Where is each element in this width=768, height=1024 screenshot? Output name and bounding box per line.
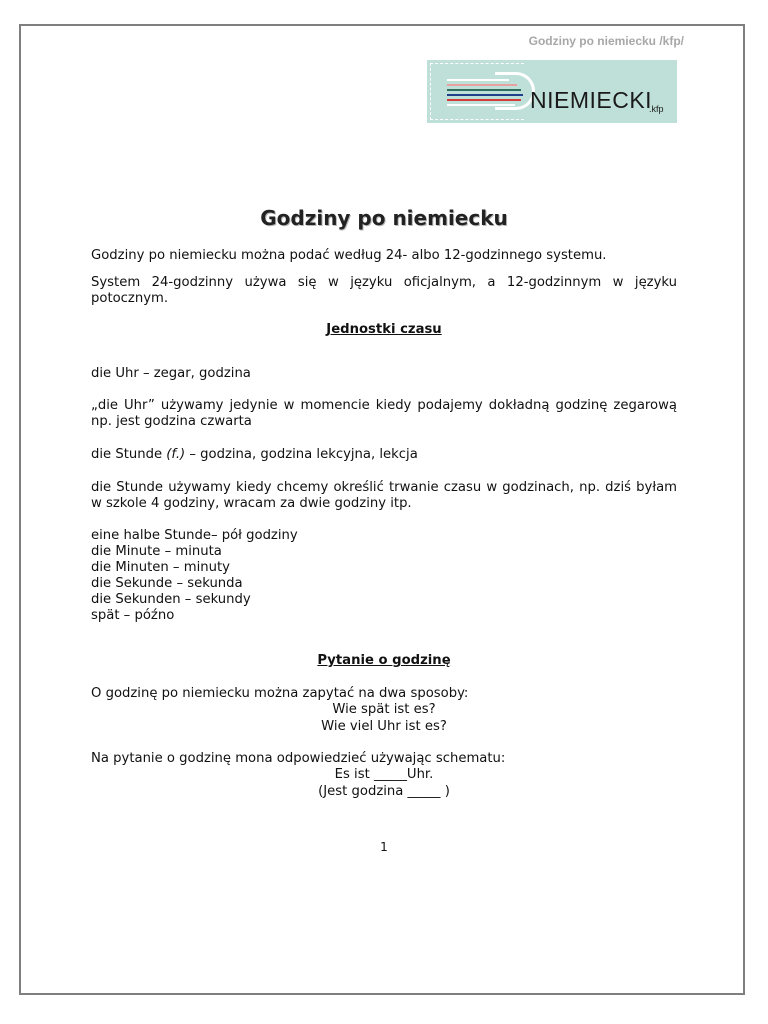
vocab-item: die Sekunde – sekunda [91, 576, 243, 591]
intro-line-1: Godziny po niemiecku można podać według 24- albo 12-godzinnego systemu. [91, 248, 607, 263]
stunde-gender: (f.) [166, 447, 186, 462]
logo-word: NIEMIECKI [530, 87, 653, 113]
logo-d-letter-icon [495, 72, 535, 110]
page-number: 1 [380, 840, 388, 854]
vocab-item: spät – późno [91, 608, 175, 623]
uhr-definition: die Uhr – zegar, godzina [91, 366, 251, 381]
stunde-definition [91, 447, 677, 463]
uhr-note: „die Uhr” używamy jedynie w momencie kiedy podajemy dokładną godzinę zegarową np. jest godzina czwarta [91, 398, 677, 429]
ask-intro: O godzinę po niemiecku można zapytać na dwa sposoby: [91, 686, 469, 701]
page-title: Godziny po niemiecku [260, 206, 508, 230]
vocab-item: die Minute – minuta [91, 544, 222, 559]
logo-suffix: .kfp [649, 104, 664, 114]
answer-intro: Na pytanie o godzinę mona odpowiedzieć używając schematu: [91, 751, 506, 766]
section-heading-question: Pytanie o godzinę [317, 653, 451, 668]
stunde-note: die Stunde używamy kiedy chcemy określić trwanie czasu w godzinach, np. dziś byłam w szkole 4 godziny, wracam za dwie godziny itp. [91, 480, 677, 511]
vocab-item: die Sekunden – sekundy [91, 592, 251, 607]
answer-pattern-1: Es ist _____Uhr. [334, 767, 434, 782]
vocab-item: eine halbe Stunde– pół godziny [91, 528, 298, 543]
vocab-list [91, 528, 677, 624]
intro-line-2: System 24-godzinny używa się w języku oficjalnym, a 12-godzinnym w języku potocznym. [91, 275, 677, 306]
answer-pattern-2: (Jest godzina _____ ) [318, 784, 450, 799]
stunde-word: die Stunde [91, 447, 167, 462]
section-heading-units: Jednostki czasu [326, 322, 442, 337]
vocab-item: die Minuten – minuty [91, 560, 230, 575]
stunde-meaning: – godzina, godzina lekcyjna, lekcja [185, 447, 418, 462]
niemiecki-logo [427, 60, 677, 123]
question-2: Wie viel Uhr ist es? [321, 719, 447, 734]
running-header: Godziny po niemiecku /kfp/ [528, 34, 684, 48]
question-1: Wie spät ist es? [332, 702, 436, 717]
